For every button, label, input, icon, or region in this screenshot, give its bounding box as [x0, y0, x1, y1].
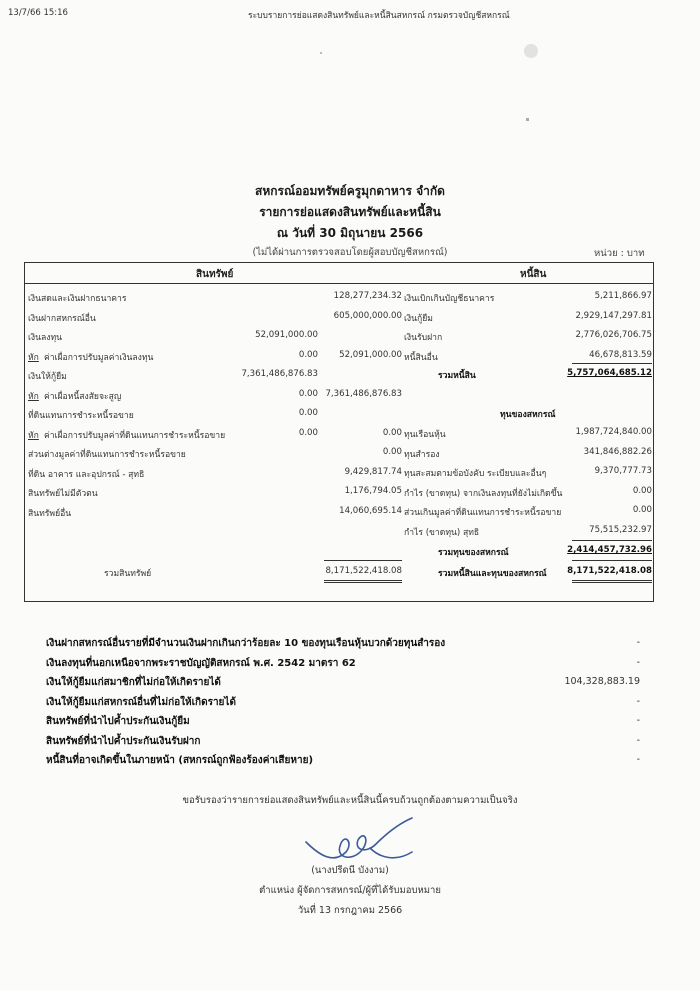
- equity-amount: 1,987,724,840.00: [575, 427, 652, 437]
- liab-grand-line-top: [572, 560, 652, 561]
- asset-label: ที่ดิน อาคาร และอุปกรณ์ - สุทธิ: [28, 469, 145, 480]
- footnote-label: สินทรัพย์ที่นำไปค้ำประกันเงินรับฝาก: [46, 735, 201, 747]
- footnote-value: -: [636, 715, 640, 726]
- equity-label: ทุนเรือนหุ้น: [404, 430, 446, 440]
- asset-amount: 605,000,000.00: [333, 310, 402, 321]
- liabilities-heading: หนี้สิน: [520, 269, 547, 280]
- asset-amount: 14,060,695.14: [339, 505, 402, 516]
- asset-amount: 1,176,794.05: [344, 486, 402, 496]
- asset-label: สินทรัพย์ไม่มีตัวตน: [28, 489, 98, 499]
- header-divider: [24, 283, 654, 284]
- report-title: รายการย่อแสดงสินทรัพย์และหนี้สิน: [259, 205, 441, 219]
- asset-prefix: หัก: [28, 391, 39, 402]
- asset-amount: 0.00: [382, 427, 402, 438]
- asset-sub-amount: 0.00: [298, 349, 318, 360]
- signed-date: วันที่ 13 กรกฎาคม 2566: [297, 905, 403, 916]
- print-timestamp: 13/7/66 15:16: [8, 8, 68, 18]
- report-note: (ไม่ได้ผ่านการตรวจสอบโดยผู้สอบบัญชีสหกรณ์): [252, 247, 448, 258]
- footnote-label: หนี้สินที่อาจเกิดขึ้นในภายหน้า (สหกรณ์ถูกฟ้องร้องค่าเสียหาย): [46, 755, 314, 766]
- scan-speck: [526, 118, 529, 121]
- equity-total-value: 2,414,457,732.96: [567, 545, 652, 555]
- asset-sub-amount: 7,361,486,876.83: [241, 369, 318, 379]
- footnote-value: -: [636, 754, 640, 765]
- grand-total-label: รวมหนี้สินและทุนของสหกรณ์: [438, 569, 547, 579]
- footnote-value: -: [636, 734, 640, 746]
- liabilities-total-label: รวมหนี้สิน: [438, 371, 476, 381]
- equity-amount: 9,370,777.73: [594, 466, 652, 476]
- scan-speck: [320, 52, 322, 54]
- assets-grand-line-bottom: [324, 580, 402, 583]
- assets-total-label: รวมสินทรัพย์: [104, 569, 152, 579]
- liability-label: เงินกู้ยืม: [404, 313, 433, 324]
- asset-label: เงินให้กู้ยืม: [28, 372, 67, 382]
- liability-label: หนี้สินอื่น: [404, 352, 438, 363]
- asset-prefix: หัก: [28, 430, 39, 441]
- asset-label: ค่าเผื่อหนี้สงสัยจะสูญ: [44, 391, 122, 402]
- liabilities-total-value: 5,757,064,685.12: [567, 368, 652, 378]
- asset-label: เงินสดและเงินฝากธนาคาร: [28, 294, 127, 304]
- footnote-label: เงินให้กู้ยืมแก่สหกรณ์อื่นที่ไม่ก่อให้เกิดรายได้: [46, 696, 236, 708]
- scan-smudge: [524, 44, 538, 58]
- grand-total-value: 8,171,522,418.08: [567, 566, 652, 576]
- asset-sub-amount: 52,091,000.00: [255, 330, 318, 340]
- footnote-value: -: [636, 637, 640, 648]
- asset-label: ค่าเผื่อการปรับมูลค่าเงินลงทุน: [44, 352, 154, 363]
- asset-label: เงินฝากสหกรณ์อื่น: [28, 313, 96, 324]
- asset-amount: 128,277,234.32: [333, 291, 402, 301]
- assets-grand-line-top: [324, 560, 402, 561]
- asset-label: ที่ดินแทนการชำระหนี้รอขาย: [28, 411, 134, 421]
- footnote-value: -: [636, 695, 640, 707]
- assets-total-value: 8,171,522,418.08: [325, 566, 402, 576]
- asset-amount: 52,091,000.00: [339, 349, 402, 360]
- footnote-label: สินทรัพย์ที่นำไปค้ำประกันเงินกู้ยืม: [46, 716, 190, 727]
- asset-sub-amount: 0.00: [298, 408, 318, 418]
- system-title: ระบบรายการย่อแสดงสินทรัพย์และหนี้สินสหกรณ์ กรมตรวจบัญชีสหกรณ์: [248, 11, 510, 21]
- liabilities-total-line: [572, 363, 652, 364]
- liability-label: เงินเบิกเกินบัญชีธนาคาร: [404, 294, 495, 304]
- asset-label: ค่าเผื่อการปรับมูลค่าที่ดินแทนการชำระหนี้รอขาย: [44, 430, 226, 441]
- liability-amount: 5,211,866.97: [594, 291, 652, 301]
- footnote-value: 104,328,883.19: [564, 676, 640, 687]
- equity-amount: 0.00: [632, 485, 652, 496]
- asset-label: สินทรัพย์อื่น: [28, 508, 72, 519]
- liability-amount: 2,776,026,706.75: [575, 330, 652, 340]
- equity-label: ส่วนเกินมูลค่าที่ดินแทนการชำระหนี้รอขาย: [404, 508, 562, 518]
- equity-heading: ทุนของสหกรณ์: [500, 410, 556, 420]
- asset-sub-amount: 0.00: [298, 427, 318, 438]
- certification-statement: ขอรับรองว่ารายการย่อแสดงสินทรัพย์และหนี้สินนี้ครบถ้วนถูกต้องตามความเป็นจริง: [182, 795, 518, 806]
- asset-amount: 0.00: [382, 447, 402, 457]
- equity-total-label: รวมทุนของสหกรณ์: [438, 548, 509, 558]
- equity-label: กำไร (ขาดทุน) จากเงินลงทุนที่ยังไม่เกิดขึ้น: [404, 488, 563, 499]
- equity-total-line: [572, 540, 652, 541]
- cooperative-name: สหกรณ์ออมทรัพย์ครูมุกดาหาร จำกัด: [255, 184, 445, 198]
- asset-sub-amount: 0.00: [298, 388, 318, 399]
- liab-grand-line-bottom: [572, 580, 652, 583]
- asset-label: ส่วนต่างมูลค่าที่ดินแทนการชำระหนี้รอขาย: [28, 450, 186, 460]
- equity-label: ทุนสะสมตามข้อบังคับ ระเบียบและอื่นๆ: [404, 469, 547, 479]
- footnote-label: เงินให้กู้ยืมแก่สมาชิกที่ไม่ก่อให้เกิดรายได้: [46, 677, 221, 688]
- asset-amount: 9,429,817.74: [344, 466, 402, 477]
- asset-label: เงินลงทุน: [28, 333, 63, 343]
- footnote-label: เงินฝากสหกรณ์อื่นรายที่มีจำนวนเงินฝากเกินกว่าร้อยละ 10 ของทุนเรือนหุ้นบวกด้วยทุนสำรอง: [46, 638, 446, 649]
- footnote-label: เงินลงทุนที่นอกเหนือจากพระราชบัญญัติสหกรณ์ พ.ศ. 2542 มาตรา 62: [46, 657, 356, 669]
- signer-position: ตำแหน่ง ผู้จัดการสหกรณ์/ผู้ที่ได้รับมอบหมาย: [259, 885, 441, 896]
- assets-heading: สินทรัพย์: [196, 269, 234, 280]
- equity-amount: 341,846,882.26: [583, 446, 652, 457]
- liability-label: เงินรับฝาก: [404, 333, 443, 343]
- equity-amount: 75,515,232.97: [589, 524, 652, 535]
- liability-amount: 46,678,813.59: [589, 349, 652, 360]
- equity-label: กำไร (ขาดทุน) สุทธิ: [404, 527, 480, 538]
- signer-name: (นางปรีดนี บังงาม): [311, 865, 389, 876]
- asset-amount: 7,361,486,876.83: [325, 388, 402, 399]
- equity-label: ทุนสำรอง: [404, 449, 440, 460]
- report-date: ณ วันที่ 30 มิถุนายน 2566: [276, 226, 424, 240]
- asset-prefix: หัก: [28, 352, 39, 363]
- unit-label: หน่วย : บาท: [594, 248, 645, 259]
- footnote-value: -: [636, 656, 640, 668]
- liability-amount: 2,929,147,297.81: [575, 310, 652, 321]
- signature-image: [300, 812, 440, 870]
- equity-amount: 0.00: [632, 505, 652, 515]
